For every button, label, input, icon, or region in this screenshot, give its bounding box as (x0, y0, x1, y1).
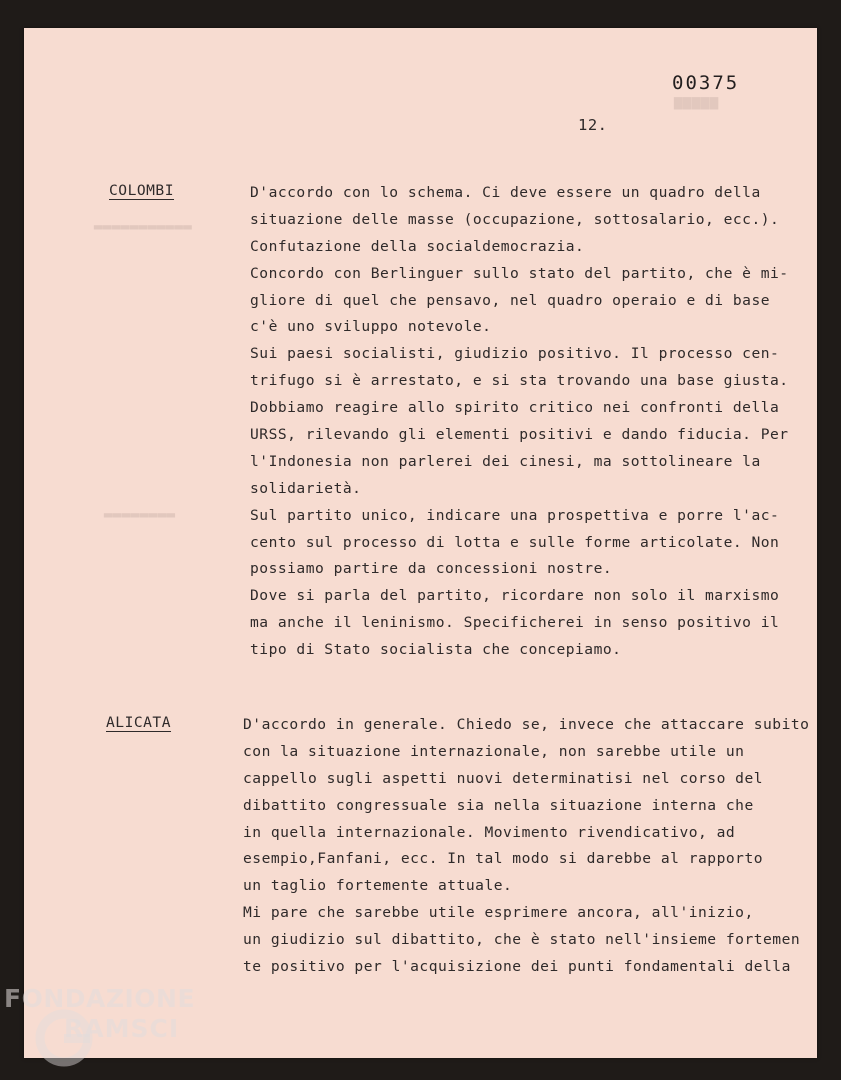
text-line: tipo di Stato socialista che concepiamo. (250, 641, 622, 659)
bleed-through: ▂▂▂▂▂▂▂▂▂▂▂ (94, 214, 193, 230)
text-line: Concordo con Berlinguer sullo stato del partito, che è mi- (250, 264, 789, 282)
text-line: Sul partito unico, indicare una prospettiva e porre l'ac- (250, 506, 780, 524)
text-line: Dobbiamo reagire allo spirito critico nei confronti della (250, 399, 780, 417)
text-line: Confutazione della socialdemocrazia. (250, 237, 585, 255)
text-line: possiamo partire da concessioni nostre. (250, 560, 613, 578)
text-line: URSS, rilevando gli elementi positivi e dando fiducia. Per (250, 426, 789, 444)
text-line: te positivo per l'acquisizione dei punti fondamentali della (243, 958, 791, 976)
text-line: situazione delle masse (occupazione, sottosalario, ecc.). (250, 210, 780, 228)
text-line: l'Indonesia non parlerei dei cinesi, ma sottolineare la (250, 452, 761, 470)
text-line: gliore di quel che pensavo, nel quadro operaio e di base (250, 291, 771, 309)
text-line: un taglio fortemente attuale. (243, 877, 513, 895)
text-line: dibattito congressuale sia nella situazione interna che (243, 796, 754, 814)
text-line: Dove si parla del partito, ricordare non solo il marxismo (250, 587, 780, 605)
text-line: Mi pare che sarebbe utile esprimere ancora, all'inizio, (243, 904, 754, 922)
speech-alicata (243, 712, 809, 981)
bleed-through: ▂▂▂▂▂▂▂▂ (104, 502, 176, 518)
page-number: 12. (578, 116, 608, 134)
text-line: un giudizio sul dibattito, che è stato nell'insieme fortemen (243, 931, 801, 949)
text-line: trifugo si è arrestato, e si sta trovando una base giusta. (250, 372, 789, 390)
text-line: D'accordo con lo schema. Ci deve essere un quadro della (250, 184, 761, 201)
watermark-line1: FONDAZIONE (4, 984, 196, 1013)
watermark-line2: RAMSCI (64, 1014, 180, 1043)
text-line: D'accordo in generale. Chiedo se, invece che attaccare subito (243, 716, 810, 733)
text-line: cento sul processo di lotta e sulle forme articolate. Non (250, 533, 780, 551)
bleed-through: ▆▆▆▆▆ (674, 94, 719, 110)
text-line: Sui paesi socialisti, giudizio positivo. Il processo cen- (250, 345, 780, 363)
text-line: cappello sugli aspetti nuovi determinatisi nel corso del (243, 769, 764, 787)
text-line: esempio,Fanfani, ecc. In tal modo si darebbe al rapporto (243, 850, 764, 868)
fondazione-gramsci-watermark (4, 986, 214, 1076)
typewritten-page (24, 28, 817, 1058)
speech-colombi (250, 180, 789, 664)
text-line: solidarietà. (250, 479, 362, 497)
text-line: con la situazione internazionale, non sarebbe utile un (243, 742, 745, 760)
text-line: c'è uno sviluppo notevole. (250, 318, 492, 336)
document-number: 00375 (672, 72, 740, 94)
speaker-name-alicata: ALICATA (106, 714, 172, 731)
text-line: in quella internazionale. Movimento rivendicativo, ad (243, 823, 736, 841)
text-line: ma anche il leninismo. Specificherei in senso positivo il (250, 614, 780, 632)
speaker-name-colombi: COLOMBI (109, 182, 175, 199)
